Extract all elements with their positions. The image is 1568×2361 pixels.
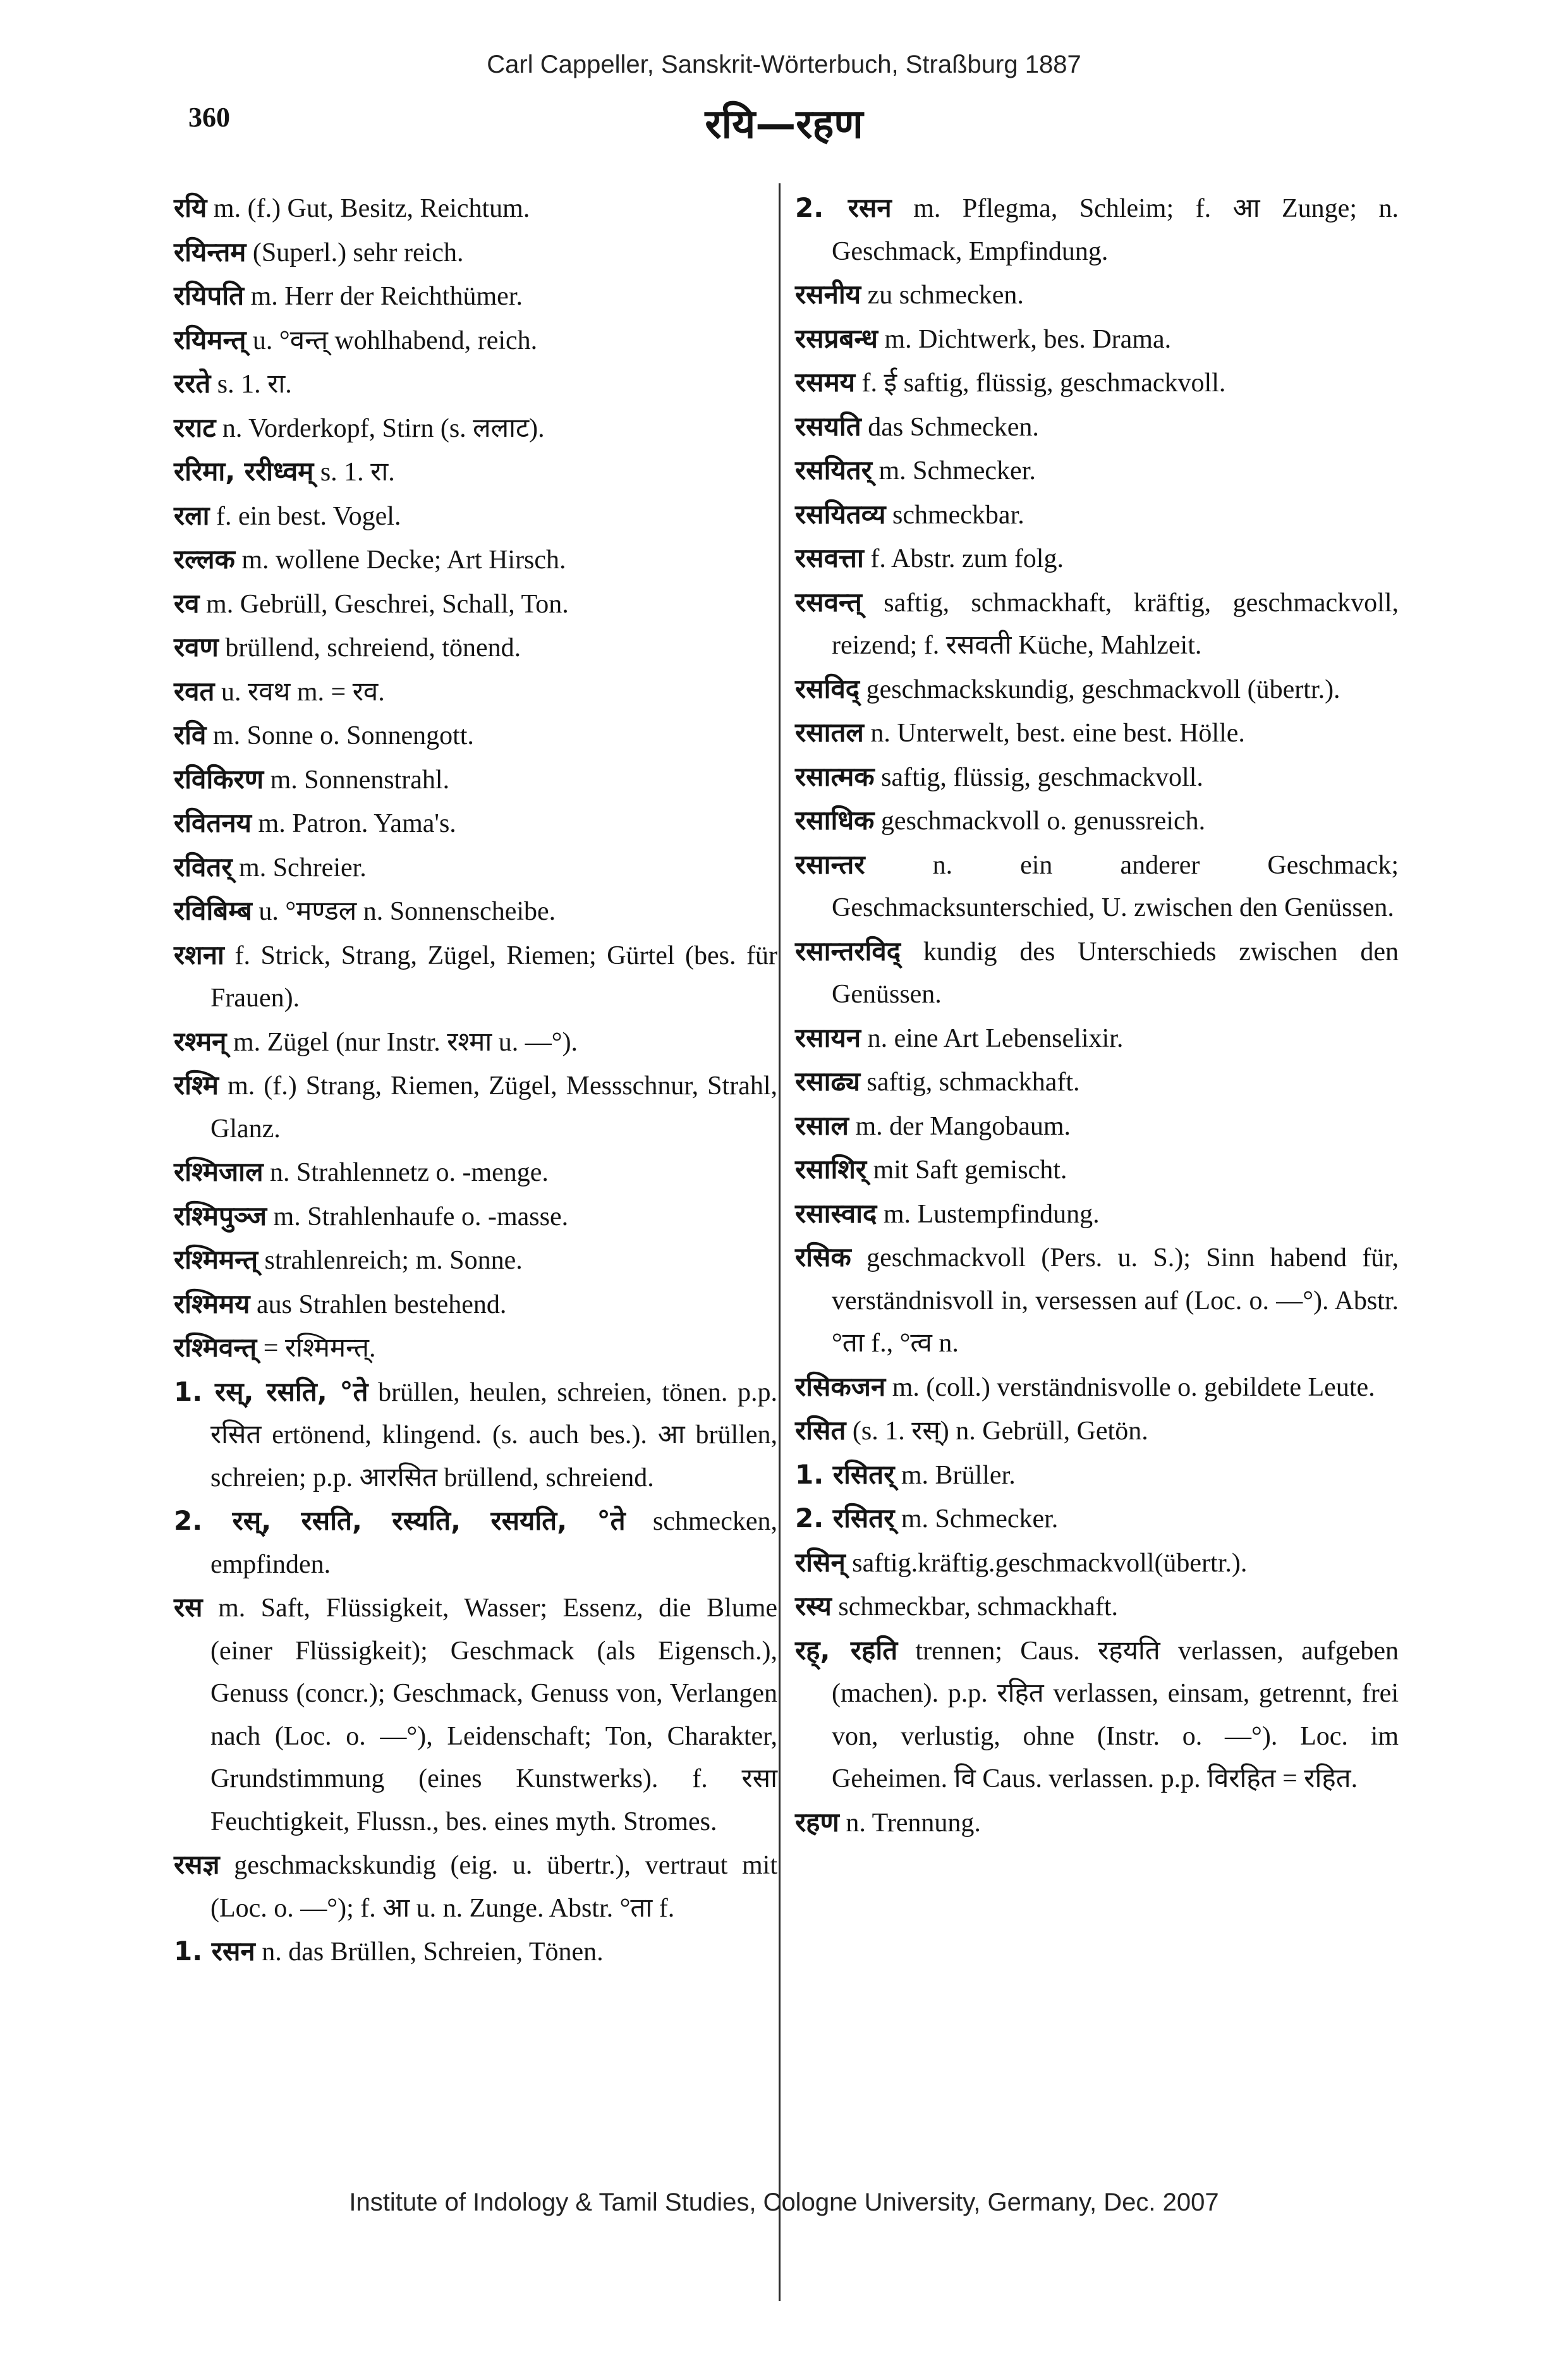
dictionary-entry <box>174 450 777 494</box>
entry-definition: brüllen, heulen, schreien, tönen. p.p. रसित ertönend, klingend. (s. auch bes.). आ brüllen, schreien; p.p. आरसित brüllend, schreiend. <box>210 1377 778 1492</box>
entry-definition: n. ein anderer Geschmack; Geschmacksunterschied, U. zwischen den Genüssen. <box>832 850 1399 922</box>
dictionary-entry <box>174 846 777 890</box>
entry-definition: geschmackvoll (Pers. u. S.); Sinn habend für, verständnisvoll in, versessen auf (Loc. o. —°). Abstr. °ता f., °त्व n. <box>832 1243 1399 1358</box>
entry-definition: m. wollene Decke; Art Hirsch. <box>241 546 566 575</box>
dictionary-entry <box>174 274 777 319</box>
dictionary-entry <box>795 1016 1399 1061</box>
entry-definition: saftig, schmackhaft. <box>866 1068 1080 1097</box>
entry-definition: m. Schreier. <box>239 853 367 882</box>
entry-headword: रला <box>174 499 210 531</box>
entry-headword: रश्मिजाल <box>174 1156 264 1187</box>
entry-definition: m. Brüller. <box>901 1460 1016 1490</box>
entry-definition: n. Unterwelt, best. eine best. Hölle. <box>870 719 1245 748</box>
dictionary-entry <box>174 1843 777 1930</box>
entry-definition: m. (f.) Strang, Riemen, Zügel, Messschnur, Strahl, Glanz. <box>210 1071 777 1144</box>
entry-definition: m. Lustempfindung. <box>883 1199 1100 1229</box>
entry-headword: रविकिरण <box>174 763 264 795</box>
entry-definition: m. Saft, Flüssigkeit, Wasser; Essenz, die Blume (einer Flüssigkeit); Geschmack (als Eigensch.), Genuss (concr.); Geschmack, Genuss von, Verlangen nach (Loc. o. —°), Leidenschaft; Ton, Charakter, Grundstimmung (eines Kunstwerks). f. रसा Feuchtigkeit, Flussn., bes. eines myth. Stromes. <box>210 1594 777 1836</box>
dictionary-entry <box>174 1283 777 1327</box>
entry-definition: geschmackskundig, geschmackvoll (übertr.). <box>866 674 1340 704</box>
entry-headword: रसातल <box>795 717 864 748</box>
entry-headword: रयिन्तम <box>174 236 246 267</box>
dictionary-entry <box>174 1238 777 1283</box>
entry-definition: strahlenreich; m. Sonne. <box>264 1246 523 1275</box>
dictionary-entry <box>795 493 1399 537</box>
entry-definition: m. der Mangobaum. <box>855 1111 1071 1141</box>
running-head: रयि—रहण <box>705 101 863 148</box>
entry-definition: f. Strick, Strang, Zügel, Riemen; Gürtel (bes. für Frauen). <box>210 941 777 1013</box>
entry-headword: रह्, रहति <box>795 1634 898 1666</box>
entry-headword: रसविद् <box>795 673 860 704</box>
entry-headword: रसाधिक <box>795 805 875 836</box>
entry-definition: m. Sonnenstrahl. <box>270 765 450 795</box>
entry-headword: रस्य <box>795 1590 832 1621</box>
entry-definition: n. Vorderkopf, Stirn (s. ललाट). <box>222 413 545 443</box>
dictionary-entry <box>795 581 1399 668</box>
entry-definition: n. eine Art Lebenselixir. <box>867 1023 1124 1053</box>
dictionary-entry <box>795 405 1399 449</box>
entry-definition: u. °मण्डल n. Sonnenscheibe. <box>258 897 556 926</box>
entry-headword: रयिमन्त् <box>174 324 246 355</box>
entry-headword: 2. रसन <box>795 192 892 223</box>
entry-headword: रल्लक <box>174 544 235 575</box>
dictionary-entry <box>795 1365 1399 1410</box>
entry-definition: s. 1. रा. <box>320 458 395 487</box>
entry-definition: schmeckbar, schmackhaft. <box>838 1592 1119 1621</box>
dictionary-entry <box>174 934 777 1020</box>
entry-headword: रसाल <box>795 1109 849 1141</box>
entry-headword: रसज्ञ <box>174 1849 220 1880</box>
entry-definition: m. Gebrüll, Geschrei, Schall, Ton. <box>206 589 569 619</box>
entry-definition: m. Schmecker. <box>901 1504 1059 1534</box>
entry-definition: m. (f.) Gut, Besitz, Reichtum. <box>213 194 530 223</box>
entry-headword: रश्मि <box>174 1070 219 1101</box>
entry-headword: रश्मिवन्त् <box>174 1332 257 1363</box>
entry-definition: schmecken, empfinden. <box>210 1507 777 1579</box>
entry-definition: saftig, schmackhaft, kräftig, geschmackvoll, reizend; f. रसवती Küche, Mahlzeit. <box>832 588 1399 660</box>
entry-headword: रसात्मक <box>795 760 875 792</box>
dictionary-entry <box>795 449 1399 493</box>
entry-headword: रहण <box>795 1806 839 1838</box>
entry-definition: geschmackskundig (eig. u. übertr.), vertraut mit (Loc. o. —°); f. आ u. n. Zunge. Abstr. °ता f. <box>210 1851 778 1923</box>
entry-headword: रसायन <box>795 1022 861 1053</box>
entry-headword: रयिपति <box>174 280 245 311</box>
entry-headword: रसयितव्य <box>795 498 886 530</box>
dictionary-entry <box>174 1586 777 1843</box>
entry-headword: रसान्तर <box>795 848 865 880</box>
entry-headword: रवितनय <box>174 807 252 838</box>
entry-headword: रसमय <box>795 367 856 398</box>
entry-headword: रसप्रबन्ध <box>795 322 878 354</box>
dictionary-entry <box>174 1930 777 1974</box>
entry-headword: रश्मिमय <box>174 1288 250 1319</box>
dictionary-entry <box>174 1020 777 1065</box>
entry-headword: रस <box>174 1592 203 1623</box>
entry-headword: रसवत्ता <box>795 542 864 573</box>
entry-headword: रवि <box>174 719 207 750</box>
dictionary-entry <box>795 1148 1399 1192</box>
entry-definition: (Superl.) sehr reich. <box>252 238 464 267</box>
dictionary-entry <box>174 186 777 231</box>
right-column <box>795 186 1399 1845</box>
entry-definition: f. Abstr. zum folg. <box>870 544 1064 573</box>
entry-headword: रसाशिर् <box>795 1154 867 1185</box>
dictionary-entry <box>174 494 777 539</box>
entry-headword: रयि <box>174 192 207 223</box>
entry-definition: saftig.kräftig.geschmackvoll(übertr.). <box>852 1548 1248 1578</box>
entry-headword: रसान्तरविद् <box>795 935 901 967</box>
dictionary-entry <box>795 537 1399 581</box>
entry-headword: रवत <box>174 675 215 707</box>
entry-headword: 2. रस्, रसति, रस्यति, रसयति, °ते <box>174 1505 626 1536</box>
entry-definition: m. Zügel (nur Instr. रश्मा u. —°). <box>233 1027 578 1057</box>
dictionary-entry <box>795 799 1399 843</box>
entry-definition: u. रवथ m. = रव. <box>221 677 385 707</box>
entry-definition: geschmackvoll o. genussreich. <box>880 807 1206 836</box>
entry-headword: 2. रसितर् <box>795 1503 895 1534</box>
dictionary-entry <box>795 668 1399 712</box>
entry-definition: schmeckbar. <box>892 500 1024 530</box>
dictionary-entry <box>795 1629 1399 1801</box>
entry-headword: रसित <box>795 1415 846 1446</box>
dictionary-entry <box>795 930 1399 1016</box>
dictionary-entry <box>174 1195 777 1239</box>
dictionary-entry <box>795 1801 1399 1845</box>
entry-headword: रश्मन् <box>174 1025 227 1057</box>
entry-definition: m. Patron. Yama's. <box>258 809 456 838</box>
dictionary-entry <box>174 889 777 934</box>
dictionary-entry <box>174 1064 777 1150</box>
dictionary-entry <box>174 1150 777 1195</box>
dictionary-entry <box>795 1541 1399 1585</box>
source-citation: Carl Cappeller, Sanskrit-Wörterbuch, Straßburg 1887 <box>487 51 1081 78</box>
dictionary-entry <box>795 1585 1399 1629</box>
entry-definition: m. Pflegma, Schleim; f. आ Zunge; n. Geschmack, Empfindung. <box>832 194 1399 266</box>
entry-definition: n. Strahlennetz o. -menge. <box>270 1158 549 1187</box>
dictionary-entry <box>795 186 1399 273</box>
entry-definition: das Schmecken. <box>868 412 1039 442</box>
entry-headword: रसिकजन <box>795 1370 886 1402</box>
entry-definition: n. das Brüllen, Schreien, Tönen. <box>262 1937 604 1967</box>
dictionary-entry <box>174 1370 777 1500</box>
dictionary-entry <box>174 231 777 275</box>
page-number: 360 <box>188 102 230 133</box>
entry-definition: m. Dichtwerk, bes. Drama. <box>884 324 1172 354</box>
dictionary-entry <box>174 362 777 406</box>
dictionary-entry <box>174 1499 777 1586</box>
entry-definition: mit Saft gemischt. <box>873 1156 1067 1185</box>
entry-headword: रशना <box>174 939 224 970</box>
dictionary-entry <box>174 670 777 714</box>
entry-definition: m. Herr der Reichthümer. <box>250 282 523 311</box>
dictionary-entry <box>795 1060 1399 1104</box>
dictionary-entry <box>795 711 1399 755</box>
entry-definition: trennen; Caus. रहयति verlassen, aufgeben (machen). p.p. रहित verlassen, einsam, getrennt, frei von, verlustig, ohne (Instr. o. —°). Loc. im Geheimen. वि Caus. verlassen. p.p. विरहित = रहित. <box>832 1636 1399 1793</box>
entry-headword: रवण <box>174 631 219 662</box>
entry-headword: रसाढ्य <box>795 1066 860 1097</box>
dictionary-entry <box>795 1192 1399 1236</box>
entry-definition: brüllend, schreiend, tönend. <box>225 633 521 662</box>
dictionary-entry <box>795 361 1399 405</box>
dictionary-entry <box>174 582 777 626</box>
entry-definition: kundig des Unterschieds zwischen den Genüssen. <box>832 937 1399 1009</box>
left-column <box>174 186 777 1974</box>
entry-definition: m. (coll.) verständnisvolle o. gebildete Leute. <box>892 1372 1375 1402</box>
entry-definition: m. Schmecker. <box>878 456 1036 485</box>
footer-credit: Institute of Indology & Tamil Studies, Cologne University, Germany, Dec. 2007 <box>349 2188 1219 2216</box>
entry-headword: रसनीय <box>795 279 861 310</box>
dictionary-entry <box>174 626 777 670</box>
dictionary-entry <box>795 1409 1399 1453</box>
dictionary-entry <box>795 1236 1399 1365</box>
entry-headword: रवितर् <box>174 851 233 882</box>
dictionary-entry <box>174 406 777 451</box>
entry-headword: 1. रसन <box>174 1936 255 1967</box>
dictionary-entry <box>174 714 777 758</box>
entry-headword: ररिमा, ररीध्वम् <box>174 456 314 487</box>
entry-definition: saftig, flüssig, geschmackvoll. <box>881 762 1203 792</box>
entry-definition: u. °वन्त् wohlhabend, reich. <box>252 326 538 355</box>
dictionary-entry <box>795 1104 1399 1149</box>
dictionary-entry <box>795 1453 1399 1498</box>
entry-definition: aus Strahlen bestehend. <box>257 1290 507 1319</box>
dictionary-entry <box>795 273 1399 317</box>
entry-headword: रसिन् <box>795 1546 846 1578</box>
entry-definition: m. Sonne o. Sonnengott. <box>212 721 474 750</box>
dictionary-entry <box>174 758 777 802</box>
column-divider <box>779 183 781 2301</box>
entry-definition: f. ई saftig, flüssig, geschmackvoll. <box>861 369 1226 398</box>
entry-headword: रव <box>174 587 200 619</box>
entry-headword: ररते <box>174 368 211 399</box>
entry-headword: रसयितर् <box>795 455 872 485</box>
dictionary-entry <box>174 538 777 582</box>
entry-headword: रसवन्त् <box>795 586 862 618</box>
entry-headword: 1. रस्, रसति, °ते <box>174 1376 368 1407</box>
entry-headword: रश्मिपुञ्ज <box>174 1200 267 1231</box>
entry-definition: = रश्मिमन्त्. <box>263 1334 376 1363</box>
dictionary-entry <box>795 843 1399 930</box>
dictionary-entry <box>174 319 777 363</box>
entry-headword: रविबिम्ब <box>174 895 252 926</box>
entry-definition: zu schmecken. <box>867 281 1024 310</box>
entry-headword: 1. रसितर् <box>795 1458 895 1490</box>
entry-definition: s. 1. रा. <box>217 370 292 399</box>
entry-definition: (s. 1. रस्) n. Gebrüll, Getön. <box>852 1417 1148 1446</box>
dictionary-entry <box>174 802 777 846</box>
entry-definition: m. Strahlenhaufe o. -masse. <box>273 1202 569 1231</box>
dictionary-entry <box>795 755 1399 800</box>
entry-headword: रसिक <box>795 1242 851 1272</box>
entry-headword: रश्मिमन्त् <box>174 1244 258 1275</box>
dictionary-entry <box>795 1497 1399 1541</box>
entry-headword: रसयति <box>795 410 861 442</box>
dictionary-entry <box>174 1326 777 1370</box>
entry-headword: रसास्वाद <box>795 1197 877 1229</box>
entry-definition: f. ein best. Vogel. <box>216 501 401 531</box>
entry-definition: n. Trennung. <box>846 1808 981 1838</box>
entry-headword: रराट <box>174 412 216 443</box>
dictionary-entry <box>795 317 1399 362</box>
